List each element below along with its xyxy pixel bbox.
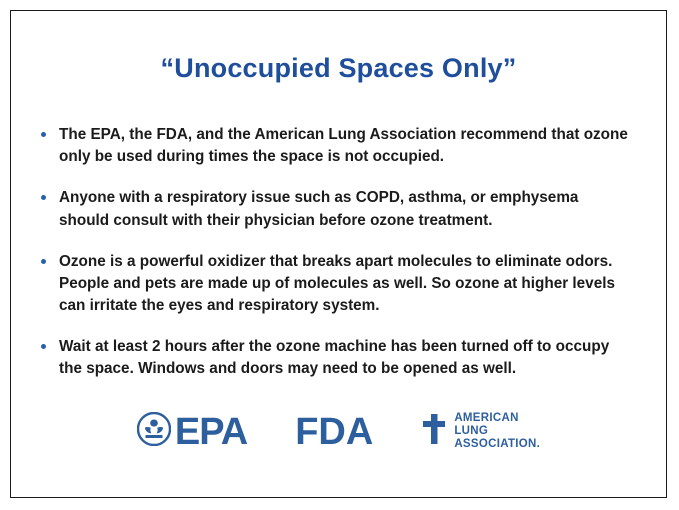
american-lung-association-logo <box>421 412 540 451</box>
bullet-dot-icon <box>41 259 46 264</box>
page-title: “Unoccupied Spaces Only” <box>160 53 517 83</box>
list-item <box>37 124 630 168</box>
ala-wordmark <box>454 412 540 451</box>
fda-wordmark: FDA <box>295 410 374 453</box>
epa-seal-icon <box>137 412 171 451</box>
bullet-dot-icon <box>41 132 46 137</box>
bullet-dot-icon <box>41 344 46 349</box>
epa-wordmark: EPA <box>174 410 248 453</box>
ala-line-1: AMERICAN <box>454 412 519 425</box>
ala-line-2: LUNG <box>454 425 489 438</box>
bullet-dot-icon <box>41 195 46 200</box>
epa-logo <box>137 412 247 451</box>
bullet-list <box>11 124 666 381</box>
fda-logo <box>295 410 374 453</box>
bullet-text: Ozone is a powerful oxidizer that breaks apart molecules to eliminate odors. People and pets are made up of molecules as well. So ozone at higher levels can irritate the eyes and respiratory system. <box>59 252 615 315</box>
bullet-text: The EPA, the FDA, and the American Lung Association recommend that ozone only be used during times the space is not occupied. <box>59 126 628 166</box>
bullet-text: Wait at least 2 hours after the ozone machine has been turned off to occupy the space. Windows and doors may need to be opened as well. <box>59 338 610 378</box>
list-item <box>37 336 630 380</box>
bullet-text: Anyone with a respiratory issue such as COPD, asthma, or emphysema should consult with their physician before ozone treatment. <box>59 189 579 229</box>
list-item <box>37 251 630 318</box>
slide-container <box>10 10 667 498</box>
list-item <box>37 187 630 231</box>
logo-row <box>11 412 666 451</box>
ala-line-3: ASSOCIATION. <box>454 437 541 450</box>
cross-icon <box>421 412 447 451</box>
